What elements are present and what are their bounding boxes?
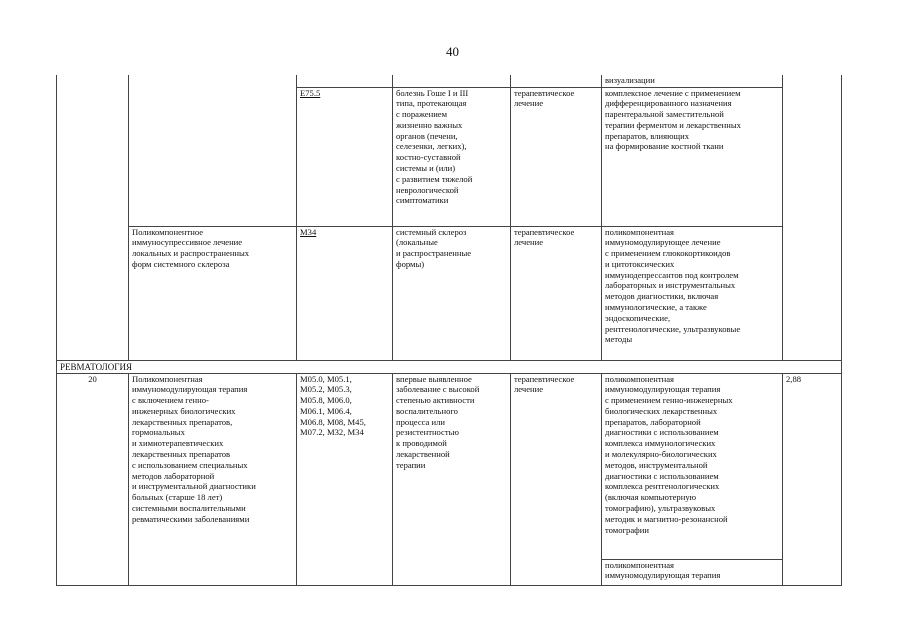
cell-norm-cost: 2,88: [783, 373, 842, 559]
cell-patient-model: впервые выявленное заболевание с высокой степенью активности воспалительного процесса или резистентностью к проводимой лекарственной терапии: [393, 373, 511, 559]
page-number: 40: [446, 44, 459, 59]
table-row-gaucher: [57, 87, 842, 226]
cell-row-number: 20: [57, 373, 129, 559]
cell-empty: [297, 75, 393, 87]
cell-empty: [129, 75, 297, 87]
cell-icd-code: [297, 87, 393, 226]
cell-patient-model: системный склероз (локальные и распространенные формы): [393, 226, 511, 360]
cell-empty: [783, 75, 842, 87]
cell-treatment-method: поликомпонентная иммуномодулирующее лечение с применением глюкокортикоидов и цитотоксических иммунодепрессантов под контролем лабораторных и инструментальных методов диагностики, включая иммунологические, а также эндоскопические, рентгенологические, ультразвуковые методы: [602, 226, 783, 360]
section-title-rheumatology: РЕВМАТОЛОГИЯ: [57, 360, 842, 373]
cell-empty: [57, 87, 129, 226]
cell-empty: [297, 559, 393, 585]
cell-empty: [783, 559, 842, 585]
cell-empty: [57, 559, 129, 585]
cell-icd-code: [297, 226, 393, 360]
cell-patient-model: болезнь Гоше I и III типа, протекающая с поражением жизненно важных органов (печени, селезенки, легких), костно-суставной системы и (или) с развитием тяжелой неврологической симптоматики: [393, 87, 511, 226]
cell-empty: [783, 226, 842, 360]
cell-method-continuation: визуализации: [602, 75, 783, 87]
cell-treatment-type: терапевтическое лечение: [511, 373, 602, 559]
cell-treatment-method: поликомпонентная иммуномодулирующая терапия: [602, 559, 783, 585]
cell-treatment-method: поликомпонентная иммуномодулирующая терапия с применением генно-инженерных биологических лекарственных препаратов, лабораторной диагностики с использованием комплекса иммунологических и молекулярно-биологических методов, инструментальной диагностики с использованием комплекса рентгенологических (включая компьютерную томографию), ультразвуковых методик и магнитно-резонансной томографии: [602, 373, 783, 559]
cell-empty: [393, 559, 511, 585]
cell-empty: [393, 75, 511, 87]
cell-empty: [57, 75, 129, 87]
cell-icd-codes: M05.0, M05.1, M05.2, M05.3, M05.8, M06.0, M06.1, M06.4, M06.8, M08, M45, M07.2, M32, M34: [297, 373, 393, 559]
treatment-table: [56, 75, 842, 586]
icd-code-link: E75.5: [300, 87, 321, 98]
cell-empty: [511, 75, 602, 87]
cell-empty: [129, 87, 297, 226]
cell-hmp-name: Поликомпонентное иммуносупрессивное лечение локальных и распространенных форм системного склероза: [129, 226, 297, 360]
table-row-sclerosis: [57, 226, 842, 360]
table-row-continuation: [57, 75, 842, 87]
cell-empty: [511, 559, 602, 585]
cell-treatment-method: комплексное лечение с применением дифференцированного назначения парентеральной заместительной терапии ферментом и лекарственных препаратов, влияющих на формирование костной ткани: [602, 87, 783, 226]
icd-code-link: M34: [300, 226, 317, 237]
table-row-20: [57, 373, 842, 559]
cell-empty: [129, 559, 297, 585]
cell-treatment-type: терапевтическое лечение: [511, 226, 602, 360]
cell-empty: [783, 87, 842, 226]
cell-hmp-name: Поликомпонентная иммуномодулирующая терапия с включением генно- инженерных биологических лекарственных препаратов, гормональных и химиотерапевтических лекарственных препаратов с использованием специальных методов лабораторной и инструментальной диагностики больных (старше 18 лет) системными воспалительными ревматическими заболеваниями: [129, 373, 297, 559]
cell-empty: [57, 226, 129, 360]
cell-treatment-type: терапевтическое лечение: [511, 87, 602, 226]
table-row-20-continued: [57, 559, 842, 585]
section-header-row: [57, 360, 842, 373]
